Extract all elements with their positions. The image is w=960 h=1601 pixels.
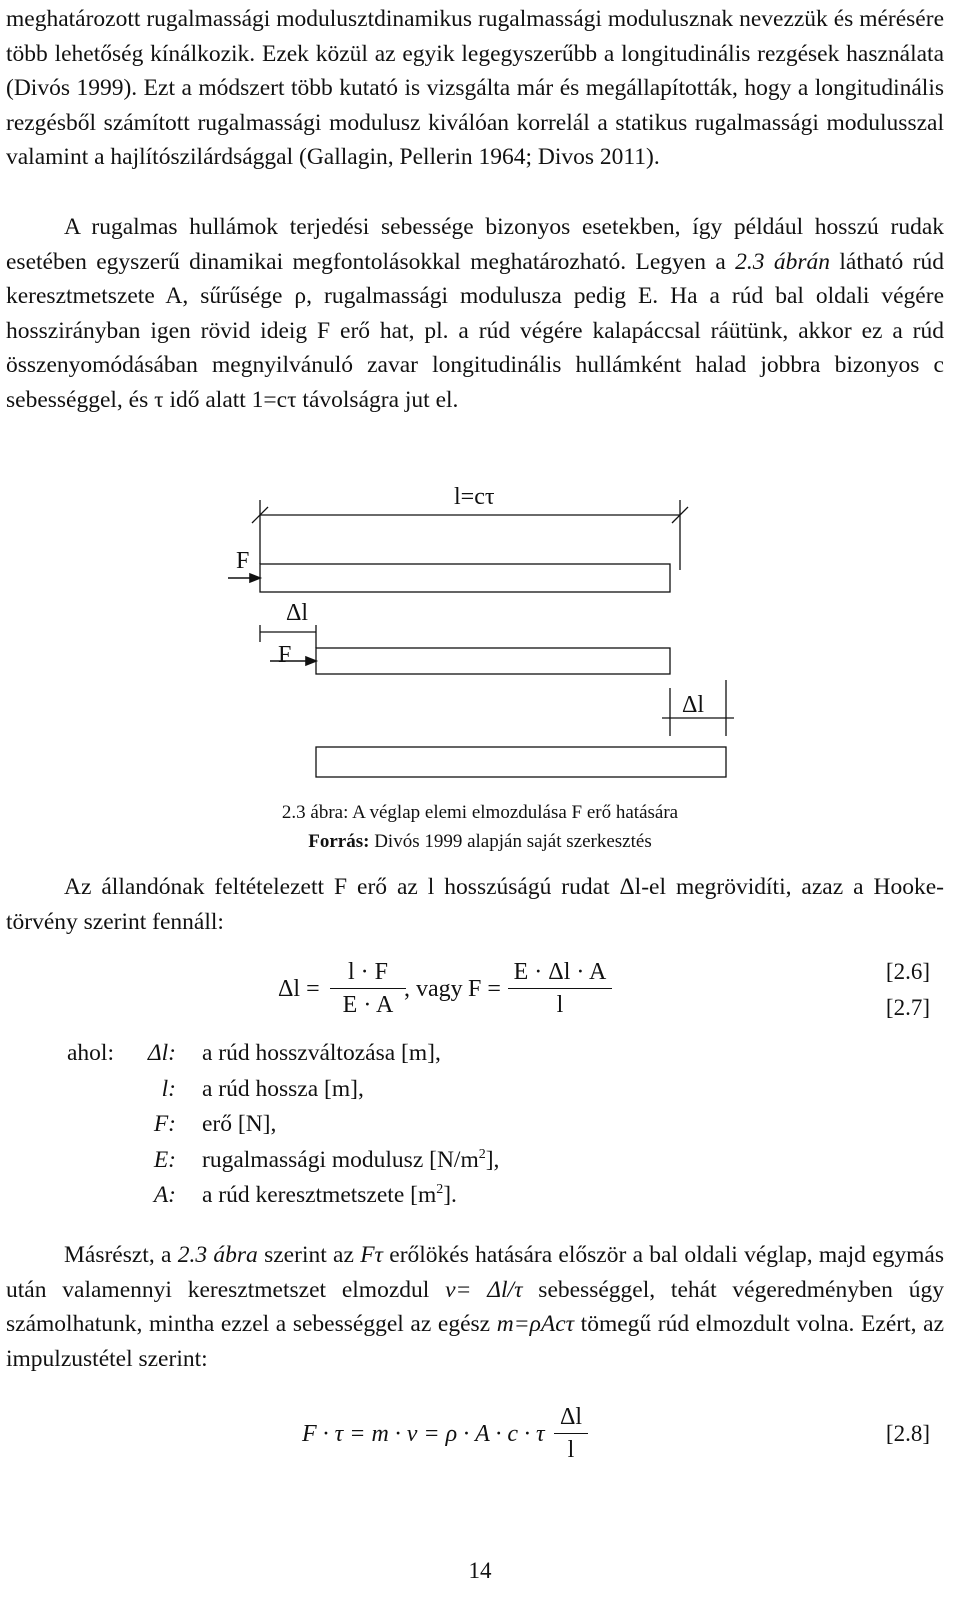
equation-number-2-7: [2.7]	[885, 995, 930, 1020]
definition-row	[0, 1182, 960, 1216]
equation-fraction-2	[508, 958, 612, 1019]
equation-or: , vagy	[404, 976, 463, 1002]
equation-impulse-fraction	[554, 1403, 588, 1464]
definition-symbol: F:	[153, 1111, 176, 1137]
definition-symbol: E:	[153, 1147, 176, 1173]
fraction-2-numerator: E · Δl · A	[513, 959, 607, 985]
force-arrow-2	[306, 657, 316, 665]
figure-source-label: Forrás:	[308, 831, 370, 852]
equation-lhs: Δl =	[278, 976, 320, 1002]
length-label: l=cτ	[454, 484, 495, 510]
rod-original	[260, 564, 670, 592]
paragraph-wave-speed-text-1: A rugalmas hullámok terjedési sebessége bizonyos esetekben, így például hosszú rudak esetében egyszerű dinamikai megfontolásokkal meghatározható. Legyen a	[6, 214, 944, 275]
definition-text: a rúd hosszváltozása [m],	[202, 1040, 441, 1066]
definitions-prefix: ahol:	[67, 1040, 114, 1066]
equation-lhs-2: F =	[468, 976, 501, 1002]
fraction-1-denominator: E · A	[342, 992, 394, 1018]
definition-symbol: l:	[161, 1076, 176, 1102]
definition-row	[0, 1147, 960, 1181]
figure-reference: 2.3 ábrán	[735, 248, 830, 275]
rod-compressed	[316, 648, 670, 674]
equation-impulse-lhs: F · τ = m · v = ρ · A · c · τ	[302, 1421, 545, 1447]
fraction-1-numerator: l · F	[347, 959, 388, 985]
figure-source	[0, 831, 960, 853]
paragraph-impulse: Másrészt, a 2.3 ábra szerint az Fτ erőlökés hatására először a bal oldali véglap, majd egymás után valamennyi keresztmetszet elmozdul v= Δl/τ sebességgel, tehát végeredményben úgy számolhatunk, mintha ezzel a sebességgel az egész m=ρAcτ tömegű rúd elmozdult volna. Ezért, az impulzustétel szerint:	[6, 1242, 945, 1372]
paragraph-hooke: Az állandónak feltételezett F erő az l hosszúságú rudat Δl-el megrövidíti, azaz a Hooke-törvény szerint fennáll:	[6, 874, 944, 935]
equation-number-2-6: [2.6]	[885, 959, 930, 984]
paragraph-wave-speed-text-2: látható rúd keresztmetszete A, sűrűsége ρ, rugalmassági modulusza pedig E. Ha a rúd bal oldali végére hosszirányban igen rövid ideig F erő hat, pl. a rúd végére kalapáccsal ráütünk, akkor ez a rúd összenyomódásában megnyilvánuló zavar longitudinális hullámként halad jobbra bizonyos c sebességgel, és τ idő alatt 1=cτ távolságra jut el.	[6, 248, 944, 413]
fraction-2-denominator: l	[556, 992, 564, 1018]
figure-caption: 2.3 ábra: A véglap elemi elmozdulása F erő hatására	[281, 802, 679, 823]
paragraph-wave-speed	[6, 210, 944, 418]
definition-row	[0, 1040, 960, 1074]
force-label-1: F	[236, 548, 250, 574]
delta-l-label-2: Δl	[682, 692, 705, 718]
equation-number-2-8: [2.8]	[885, 1421, 930, 1446]
definition-text: a rúd keresztmetszete $[m^2]$.	[202, 1182, 457, 1208]
definition-row	[0, 1111, 960, 1145]
figure-reference: 2.3 ábra	[177, 1242, 258, 1268]
definition-row	[0, 1076, 960, 1110]
rod-displacement-figure	[200, 480, 760, 810]
definition-text: a rúd hossza [m],	[202, 1076, 364, 1102]
force-arrow-1	[250, 574, 260, 582]
definition-symbol: A:	[153, 1182, 176, 1208]
definition-text: rugalmassági modulusz $[N/m^2]$,	[202, 1147, 500, 1173]
paragraph-intro: meghatározott rugalmassági modulusztdinamikus rugalmassági modulusznak nevezzük és mérésére több lehetőség kínálkozik. Ezek közül az egyik legegyszerűbb a longitudinális rezgések használata (Divós 1999). Ezt a módszert több kutató is vizsgálta már és megállapították, hogy a longitudinális rezgésből számított rugalmassági modulusz kiválóan korrelál a statikus rugalmassági modulusszal valamint a hajlítószilárdsággal (Gallagin, Pellerin 1964; Divos 2011).	[6, 6, 944, 171]
definition-symbol: Δl:	[147, 1040, 176, 1066]
impulse-fraction-denominator: l	[567, 1437, 575, 1463]
definition-text: erő [N],	[202, 1111, 277, 1137]
figure-source-text: Divós 1999 alapján saját szerkesztés	[369, 831, 652, 852]
rod-shifted	[316, 747, 726, 777]
page-number: 14	[468, 1558, 492, 1583]
delta-l-label-1: Δl	[286, 600, 309, 626]
equation-fraction-1	[330, 958, 406, 1019]
force-label-2: F	[278, 642, 292, 668]
impulse-fraction-numerator: Δl	[559, 1404, 583, 1430]
